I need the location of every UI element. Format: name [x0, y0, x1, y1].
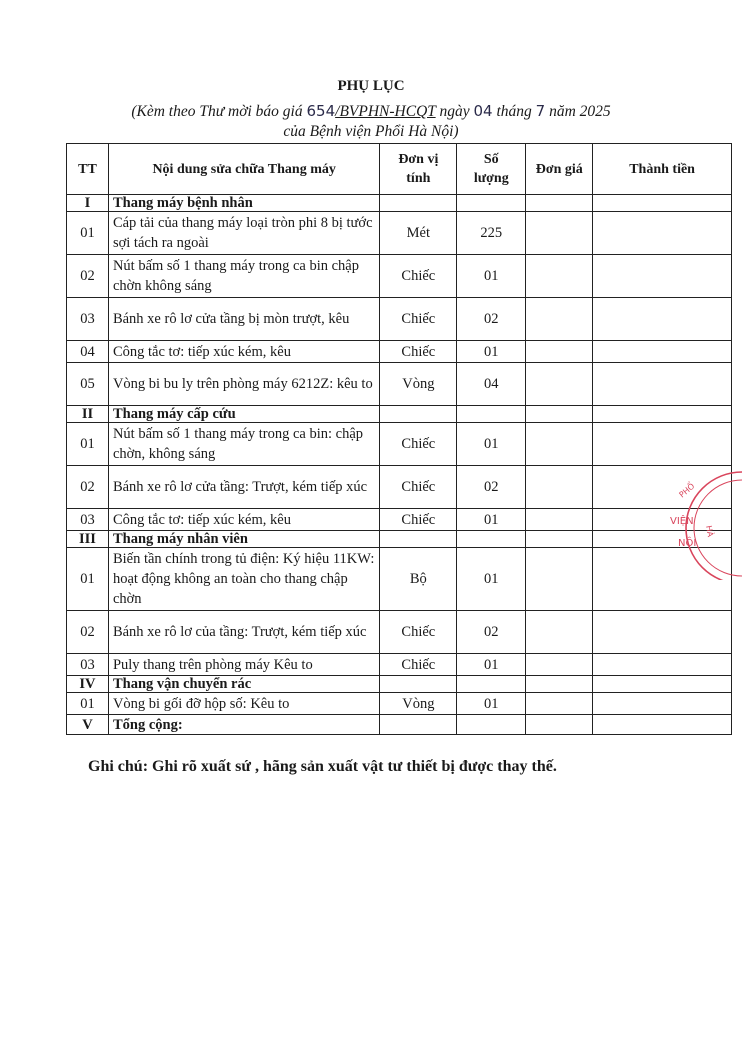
- row-quantity: 02: [457, 466, 526, 509]
- row-unit-price: [526, 548, 593, 611]
- row-amount: [593, 255, 732, 298]
- row-quantity: 225: [457, 212, 526, 255]
- row-unit-price: [526, 341, 593, 363]
- page-title: PHỤ LỤC: [337, 78, 405, 94]
- row-unit: Chiếc: [380, 341, 457, 363]
- row-number: 02: [67, 466, 109, 509]
- column-header: Đơn giá: [526, 144, 593, 195]
- row-number: 05: [67, 363, 109, 406]
- row-unit: Mét: [380, 212, 457, 255]
- row-content: Công tắc tơ: tiếp xúc kém, kêu: [108, 341, 379, 363]
- empty-cell: [526, 531, 593, 548]
- row-unit: Chiếc: [380, 255, 457, 298]
- row-unit: Chiếc: [380, 466, 457, 509]
- seal-stamp: [662, 470, 742, 580]
- row-amount: [593, 341, 732, 363]
- empty-cell: [457, 531, 526, 548]
- column-header: Thành tiền: [593, 144, 732, 195]
- row-unit-price: [526, 509, 593, 531]
- handwritten-doc-number: 654: [306, 102, 336, 120]
- row-quantity: 02: [457, 611, 526, 654]
- table-row: [67, 466, 732, 509]
- row-content: Bánh xe rô lơ của tầng: Trượt, kém tiếp xúc: [108, 611, 379, 654]
- row-unit-price: [526, 466, 593, 509]
- row-content: Vòng bi gối đỡ hộp số: Kêu to: [108, 693, 379, 715]
- empty-cell: [380, 406, 457, 423]
- page-subtitle: [0, 101, 742, 142]
- section-number: III: [67, 531, 109, 548]
- row-amount: [593, 423, 732, 466]
- section-row: [67, 406, 732, 423]
- empty-cell: [526, 715, 593, 735]
- empty-cell: [593, 406, 732, 423]
- row-number: 01: [67, 548, 109, 611]
- row-number: 03: [67, 298, 109, 341]
- row-number: 04: [67, 341, 109, 363]
- table-body: [67, 195, 732, 735]
- empty-cell: [457, 715, 526, 735]
- row-unit: Vòng: [380, 693, 457, 715]
- row-number: 01: [67, 212, 109, 255]
- table-row: [67, 298, 732, 341]
- subtitle-day-label: ngày: [435, 103, 474, 120]
- section-title: Thang máy nhân viên: [108, 531, 379, 548]
- seal-text: NỘI: [678, 538, 697, 549]
- empty-cell: [457, 406, 526, 423]
- section-number: II: [67, 406, 109, 423]
- column-header: Nội dung sửa chữa Thang máy: [108, 144, 379, 195]
- column-header: TT: [67, 144, 109, 195]
- row-quantity: 01: [457, 693, 526, 715]
- row-unit-price: [526, 654, 593, 676]
- row-content: Bánh xe rô lơ cửa tầng: Trượt, kém tiếp xúc: [108, 466, 379, 509]
- table-row: [67, 212, 732, 255]
- empty-cell: [526, 195, 593, 212]
- row-unit: Bộ: [380, 548, 457, 611]
- row-quantity: 04: [457, 363, 526, 406]
- section-title: Thang vận chuyển rác: [108, 676, 379, 693]
- row-unit-price: [526, 212, 593, 255]
- table-row: [67, 693, 732, 715]
- row-content: Nút bấm số 1 thang máy trong ca bin: chập chờn, không sáng: [108, 423, 379, 466]
- empty-cell: [380, 531, 457, 548]
- seal-text: PHỔ: [677, 481, 697, 500]
- handwritten-month: 7: [535, 102, 546, 120]
- section-title: Thang máy bệnh nhân: [108, 195, 379, 212]
- footnote: Ghi chú: Ghi rõ xuất sứ , hãng sản xuất vật tư thiết bị được thay thế.: [88, 758, 557, 775]
- subtitle-line-1: [0, 101, 742, 122]
- row-content: Công tắc tơ: tiếp xúc kém, kêu: [108, 509, 379, 531]
- row-quantity: 02: [457, 298, 526, 341]
- section-row: [67, 531, 732, 548]
- row-quantity: 01: [457, 548, 526, 611]
- handwritten-day: 04: [473, 102, 493, 120]
- empty-cell: [457, 676, 526, 693]
- section-number: IV: [67, 676, 109, 693]
- seal-text: HÀ: [704, 524, 715, 538]
- repair-table: [66, 143, 732, 735]
- subtitle-month-label: tháng: [492, 103, 536, 120]
- empty-cell: [380, 715, 457, 735]
- table-row: [67, 363, 732, 406]
- table-row: [67, 654, 732, 676]
- seal-inner-ring: [694, 480, 742, 576]
- row-number: 01: [67, 693, 109, 715]
- table-row: [67, 255, 732, 298]
- row-unit: Chiếc: [380, 298, 457, 341]
- row-quantity: 01: [457, 255, 526, 298]
- row-unit: Chiếc: [380, 654, 457, 676]
- subtitle-doc-suffix: /BVPHN-HCQT: [335, 103, 436, 120]
- table-row: [67, 341, 732, 363]
- row-number: 03: [67, 509, 109, 531]
- row-unit: Chiếc: [380, 509, 457, 531]
- row-unit-price: [526, 363, 593, 406]
- row-unit-price: [526, 693, 593, 715]
- table-header-row: [67, 144, 732, 195]
- total-label: Tổng cộng:: [108, 715, 379, 735]
- row-number: 02: [67, 255, 109, 298]
- row-content: Vòng bi bu ly trên phòng máy 6212Z: kêu to: [108, 363, 379, 406]
- total-row: [67, 715, 732, 735]
- row-content: Nút bấm số 1 thang máy trong ca bin chập chờn không sáng: [108, 255, 379, 298]
- empty-cell: [526, 406, 593, 423]
- row-amount: [593, 654, 732, 676]
- row-unit: Chiếc: [380, 611, 457, 654]
- row-content: Cáp tải của thang máy loại tròn phi 8 bị tước sợi tách ra ngoài: [108, 212, 379, 255]
- row-quantity: 01: [457, 341, 526, 363]
- empty-cell: [457, 195, 526, 212]
- row-number: 01: [67, 423, 109, 466]
- row-content: Bánh xe rô lơ cửa tầng bị mòn trượt, kêu: [108, 298, 379, 341]
- subtitle-line-2: của Bệnh viện Phổi Hà Nội): [283, 123, 459, 140]
- row-amount: [593, 611, 732, 654]
- subtitle-year-label: năm: [545, 103, 580, 120]
- row-quantity: 01: [457, 423, 526, 466]
- row-content: Puly thang trên phòng máy Kêu to: [108, 654, 379, 676]
- row-amount: [593, 298, 732, 341]
- row-unit-price: [526, 611, 593, 654]
- empty-cell: [593, 195, 732, 212]
- row-unit: Vòng: [380, 363, 457, 406]
- table-row: [67, 423, 732, 466]
- section-number: I: [67, 195, 109, 212]
- row-unit-price: [526, 255, 593, 298]
- section-row: [67, 676, 732, 693]
- section-row: [67, 195, 732, 212]
- table-row: [67, 611, 732, 654]
- row-amount: [593, 212, 732, 255]
- row-unit-price: [526, 423, 593, 466]
- row-unit-price: [526, 298, 593, 341]
- column-header: Đơn vị tính: [380, 144, 457, 195]
- column-header: Số lượng: [457, 144, 526, 195]
- row-number: 03: [67, 654, 109, 676]
- empty-cell: [380, 676, 457, 693]
- row-number: 02: [67, 611, 109, 654]
- row-quantity: 01: [457, 509, 526, 531]
- empty-cell: [380, 195, 457, 212]
- row-amount: [593, 693, 732, 715]
- row-amount: [593, 363, 732, 406]
- row-unit: Chiếc: [380, 423, 457, 466]
- seal-text: VIỆN: [670, 516, 694, 527]
- empty-cell: [593, 715, 732, 735]
- empty-cell: [526, 676, 593, 693]
- subtitle-year: 2025: [579, 103, 611, 120]
- row-quantity: 01: [457, 654, 526, 676]
- table-row: [67, 548, 732, 611]
- total-number: V: [67, 715, 109, 735]
- empty-cell: [593, 676, 732, 693]
- table-row: [67, 509, 732, 531]
- section-title: Thang máy cấp cứu: [108, 406, 379, 423]
- row-content: Biến tần chính trong tủ điện: Ký hiệu 11KW: hoạt động không an toàn cho thang chập chờn: [108, 548, 379, 611]
- subtitle-prefix: (Kèm theo Thư mời báo giá: [131, 103, 307, 120]
